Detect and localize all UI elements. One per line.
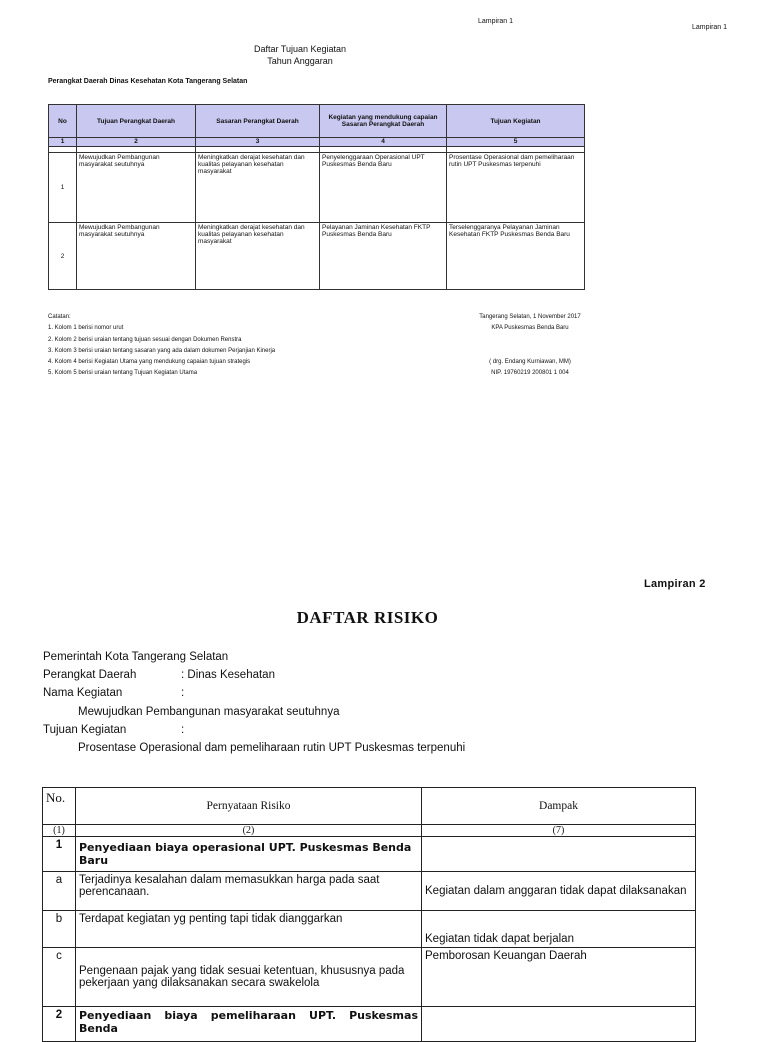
column-number: (2) [76, 825, 422, 837]
group-impact-empty [422, 1007, 696, 1042]
cell-tujuan: Mewujudkan Pembangunan masyarakat seutuhnya [77, 223, 196, 290]
risk-list-title: DAFTAR RISIKO [296, 608, 439, 627]
perangkat-line [43, 669, 275, 681]
government-line: Pemerintah Kota Tangerang Selatan [43, 651, 229, 663]
cell-kegiatan: Pelayanan Jaminan Kesehatan FKTP Puskesmas Benda Baru [320, 223, 447, 290]
title-line-1: Daftar Tujuan Kegiatan [253, 44, 347, 54]
risk-table [42, 787, 696, 1042]
header-dampak: Dampak [422, 788, 696, 825]
notes-heading: Catatan: [48, 314, 71, 320]
document-title [0, 43, 600, 67]
group-number: 2 [43, 1007, 76, 1042]
column-number: 1 [49, 138, 77, 147]
signature-nip: NIP. 19760219 200801 1 004 [491, 369, 569, 376]
risk-letter: c [43, 948, 76, 1007]
column-number: 2 [77, 138, 196, 147]
signature-name: ( drg. Endang Kurniawan, MM) [489, 358, 571, 365]
risk-letter: b [43, 911, 76, 948]
note-item: 4. Kolom 4 berisi Kegiatan Utama yang mendukung capaian tujuan strategis [48, 359, 251, 366]
risk-impact: Kegiatan dalam anggaran tidak dapat dilaksanakan [422, 872, 696, 911]
notes-block [48, 312, 275, 380]
risk-letter: a [43, 872, 76, 911]
header-pernyataan-risiko: Pernyataan Risiko [76, 788, 422, 825]
group-description: Penyediaan biaya pemeliharaan UPT. Puskesmas Benda [76, 1007, 422, 1042]
group-row [43, 837, 696, 872]
table-row [49, 223, 585, 290]
note-item: 5. Kolom 5 berisi uraian tentang Tujuan Kegiatan Utama [48, 370, 198, 377]
table-row [49, 153, 585, 223]
lampiran-1-label: Lampiran 1 [478, 18, 514, 25]
nama-kegiatan-line [43, 687, 184, 699]
lampiran-2-label: Lampiran 2 [644, 578, 706, 590]
risk-statement: Terdapat kegiatan yg penting tapi tidak dianggarkan [76, 911, 422, 948]
cell-sasaran: Meningkatkan derajat kesehatan dan kualitas pelayanan kesehatan masyarakat [196, 153, 320, 223]
group-impact-empty [422, 837, 696, 872]
title-line-2: Tahun Anggaran [267, 56, 333, 66]
column-number: 3 [196, 138, 320, 147]
column-number: 5 [447, 138, 585, 147]
group-row [43, 1007, 696, 1042]
tujuan-kegiatan-colon: : [181, 724, 185, 736]
perangkat-label: Perangkat Daerah [43, 669, 137, 681]
risk-impact: Pemborosan Keuangan Daerah [422, 948, 696, 1007]
goals-table [48, 104, 585, 290]
note-item: 3. Kolom 3 berisi uraian tentang sasaran yang ada dalam dokumen Perjanjian Kinerja [48, 347, 276, 354]
group-number: 1 [43, 837, 76, 872]
organization-heading: Perangkat Daerah Dinas Kesehatan Kota Tangerang Selatan [48, 78, 248, 85]
risk-statement: Pengenaan pajak yang tidak sesuai ketentuan, khususnya pada pekerjaan yang dilaksanakan secara swakelola [76, 948, 422, 1007]
header-sasaran-perangkat: Sasaran Perangkat Daerah [196, 105, 320, 138]
risk-row [43, 911, 696, 948]
nama-kegiatan-colon: : [181, 687, 185, 699]
tujuan-kegiatan-label: Tujuan Kegiatan [43, 724, 127, 736]
group-description: Penyediaan biaya operasional UPT. Puskesmas Benda Baru [76, 837, 422, 872]
lampiran-1-label-right: Lampiran 1 [692, 24, 728, 31]
tujuan-kegiatan-line [43, 724, 184, 736]
row-number: 2 [49, 223, 77, 290]
cell-tujuan: Mewujudkan Pembangunan masyarakat seutuhnya [77, 153, 196, 223]
row-number: 1 [49, 153, 77, 223]
risk-row [43, 872, 696, 911]
header-tujuan-kegiatan: Tujuan Kegiatan [447, 105, 585, 138]
column-number: (1) [43, 825, 76, 837]
risk-impact: Kegiatan tidak dapat berjalan [422, 911, 696, 948]
perangkat-value: : Dinas Kesehatan [181, 669, 275, 681]
cell-kegiatan: Penyelenggaraan Operasional UPT Puskesmas Benda Baru [320, 153, 447, 223]
risk-statement: Terjadinya kesalahan dalam memasukkan harga pada saat perencanaan. [76, 872, 422, 911]
signature-place-date: Tangerang Selatan, 1 November 2017 [479, 314, 581, 320]
column-number: (7) [422, 825, 696, 837]
column-number: 4 [320, 138, 447, 147]
signature-block [440, 312, 620, 379]
nama-kegiatan-value: Mewujudkan Pembangunan masyarakat seutuhnya [78, 706, 340, 718]
note-item: 2. Kolom 2 berisi uraian tentang tujuan sesuai dengan Dokumen Renstra [48, 336, 242, 343]
tujuan-kegiatan-value: Prosentase Operasional dam pemeliharaan rutin UPT Puskesmas terpenuhi [78, 742, 466, 754]
cell-tujuan-kegiatan: Prosentase Operasional dam pemeliharaan rutin UPT Puskesmas terpenuhi [447, 153, 585, 223]
header-no: No [49, 105, 77, 138]
note-item: 1. Kolom 1 berisi nomor urut [48, 325, 124, 332]
nama-kegiatan-label: Nama Kegiatan [43, 687, 123, 699]
header-kegiatan-pendukung: Kegiatan yang mendukung capaian Sasaran Perangkat Daerah [320, 105, 447, 138]
cell-tujuan-kegiatan: Terselenggaranya Pelayanan Jaminan Kesehatan FKTP Puskesmas Benda Baru [447, 223, 585, 290]
header-no: No. [43, 788, 76, 825]
cell-sasaran: Meningkatkan derajat kesehatan dan kualitas pelayanan kesehatan masyarakat [196, 223, 320, 290]
header-tujuan-perangkat: Tujuan Perangkat Daerah [77, 105, 196, 138]
signature-position: KPA Puskesmas Benda Baru [491, 325, 569, 332]
risk-row [43, 948, 696, 1007]
